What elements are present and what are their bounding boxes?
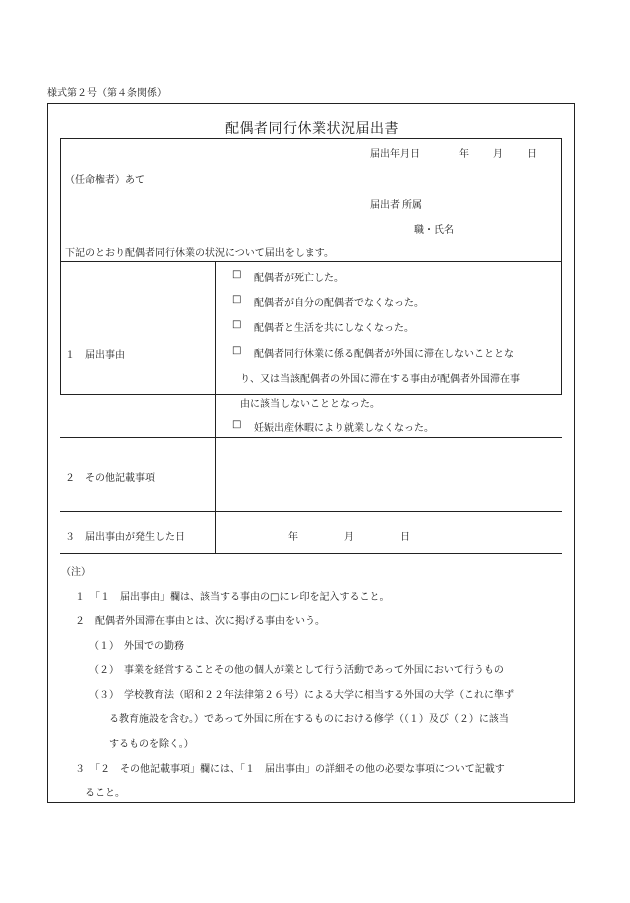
- table-top-line: [60, 261, 562, 262]
- note-3: ３ 「２ その他記載事項」欄には、「１ 届出事由」の詳細その他の必要な事項について記載す: [75, 764, 505, 775]
- notes-heading: （注）: [61, 567, 91, 578]
- reason-option-4: 配偶者同行休業に係る配偶者が外国に滞在しないこととな: [254, 349, 514, 360]
- row-divider-2: [60, 511, 562, 512]
- note-2-item-1: （１） 外国での勤務: [89, 641, 184, 652]
- row-label-reason: １ 届出事由: [65, 350, 125, 361]
- note-2-item-2: （２） 事業を経営することその他の個人が業として行う活動であって外国において行うもの: [89, 665, 504, 676]
- note-2-item-3: （３） 学校教育法（昭和２２年法律第２６号）による大学に相当する外国の大学（これに準ず: [89, 690, 514, 701]
- form-number-label: 様式第２号（第４条関係）: [47, 88, 167, 99]
- addressee: （任命権者）あて: [65, 175, 145, 186]
- reason-option-3: 配偶者と生活を共にしなくなった。: [254, 323, 414, 334]
- affiliation-label: 所属: [402, 200, 422, 211]
- table-bottom-line: [60, 553, 562, 554]
- filing-date-label: 届出年月日: [370, 149, 420, 160]
- checkbox-reason-1[interactable]: □: [232, 269, 242, 280]
- note-2: ２ 配偶者外国滞在事由とは、次に掲げる事由をいう。: [75, 616, 325, 627]
- checkbox-reason-2[interactable]: □: [232, 294, 242, 305]
- filing-date-day[interactable]: 日: [527, 149, 537, 160]
- row-label-occurrence-date: ３ 届出事由が発生した日: [65, 532, 185, 543]
- reason-option-5: 妊娠出産休暇により就業しなくなった。: [254, 423, 434, 434]
- reason-option-2: 配偶者が自分の配偶者でなくなった。: [254, 298, 424, 309]
- row-label-other: ２ その他記載事項: [65, 473, 155, 484]
- occurrence-date-year[interactable]: 年: [288, 532, 298, 543]
- other-notes-field[interactable]: [216, 438, 562, 511]
- reason-option-4-cont2: 由に該当しないこととなった。: [240, 399, 380, 410]
- reason-option-1: 配偶者が死亡した。: [254, 273, 344, 284]
- note-3-cont: ること。: [85, 788, 125, 799]
- reason-option-4-cont1: り、又は当該配偶者の外国に滞在する事由が配偶者外国滞在事: [240, 374, 520, 385]
- occurrence-date-day[interactable]: 日: [400, 532, 410, 543]
- submitter-label: 届出者: [370, 200, 400, 211]
- form-frame: [47, 103, 575, 803]
- checkbox-reason-4[interactable]: □: [232, 345, 242, 356]
- form-title: 配偶者同行休業状況届出書: [225, 121, 399, 137]
- note-2-item-3-cont2: するものを除く。）: [109, 739, 194, 750]
- note-2-item-3-cont1: る教育施設を含む。）であって外国に所在するものにおける修学（（１）及び（２）に該当: [109, 714, 509, 725]
- filing-date-year[interactable]: 年: [459, 149, 469, 160]
- filing-date-month[interactable]: 月: [493, 149, 503, 160]
- title-name-label: 職・氏名: [414, 225, 454, 236]
- note-1: １ 「１ 届出事由」欄は、該当する事由の□にレ印を記入すること。: [75, 592, 390, 603]
- checkbox-reason-3[interactable]: □: [232, 319, 242, 330]
- checkbox-reason-5[interactable]: □: [232, 419, 242, 430]
- filing-statement: 下記のとおり配偶者同行休業の状況について届出をします。: [65, 248, 334, 259]
- occurrence-date-month[interactable]: 月: [344, 532, 354, 543]
